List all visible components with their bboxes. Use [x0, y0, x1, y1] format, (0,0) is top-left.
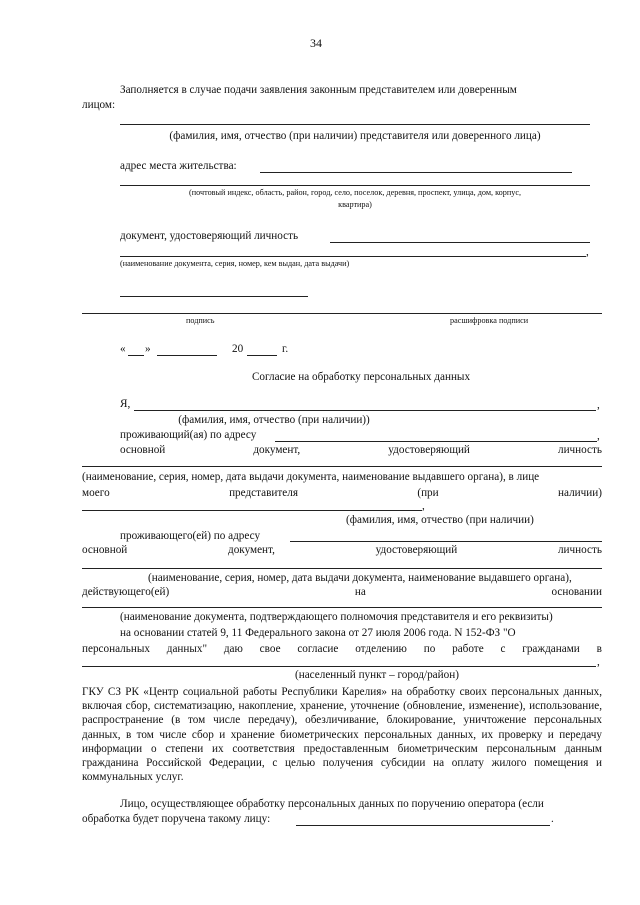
- signature-caption: подпись: [186, 316, 215, 325]
- document-page: 34 Заполняется в случае подачи заявления законным представителем или доверенным лицом: (фамилия, имя, отчество (при наличии) представителя или доверенного лица) адрес места жительства: (почтовый индекс, область, район, город, село, поселок, деревня, проспект, улица, дом, корпус, квартира) документ, удостоверяющий личность , (наименование документа, серия, номер, кем выдан, дата выдачи) подпись расшифровка подписи « » 20 г. Согласие на обработку персональных данных Я, , (фамилия, имя, отчество (при наличии)) проживающий(ая) по адресу , основной документ, удостоверяющий личность (наименование, серия, номер, дата выдачи документа, наименование выдавшего органа), в лице моего представителя (при наличии) , (фамилия, имя, отчество (при наличии) проживающего(ей) по адресу основной документ, удостоверяющий личность (наименование, серия, номер, дата выдачи документа, наименование выдавшего органа), действующего(ей) на основании (наименование документа, подтверждающего полномочия представителя и его реквизиты) на основании статей 9, 11 Федерального закона от 27 июля 2006 года. N 152-ФЗ "О персональных данных" даю свое согласие отделению по работе с гражданами в , (населенный пункт – город/район) ГКУ СЗ РК «Центр социальной работы Республики Карелия» на обработку своих персональных данных, включая сбор, систематизацию, накопление, хранение, уточнение (обновление, изменение), использование, распространение (в том числе передачу), обезличивание, блокирование, уничтожение персональных данных, в том числе сбор и хранение биометрических персональных данных, их проверку и передачу информации о степени их соответствия предоставленным биометрическим персональным данным гражданина Российской Федерации, с целью получения субсидии на оплату жилого помещения и коммунальных услуг. Лицо, осуществляющее обработку персональных данных по поручению оператора (если обработка будет поручена такому лицу: .: [0, 0, 640, 905]
- authority-field[interactable]: [82, 607, 602, 608]
- operator-line1: Лицо, осуществляющее обработку персональных данных по поручению оператора (если: [120, 798, 544, 810]
- operator-line2: обработка будет поручена такому лицу:: [82, 813, 271, 825]
- address-field-1[interactable]: [260, 172, 572, 173]
- consent-name-caption: (фамилия, имя, отчество (при наличии)): [178, 414, 370, 426]
- rep-doc-words-line: основной документ, удостоверяющий личность: [82, 544, 602, 556]
- date-close: »: [145, 343, 151, 355]
- date-year-suffix: г.: [282, 343, 289, 355]
- residing-address-field[interactable]: [275, 441, 597, 442]
- date-month-field[interactable]: [157, 355, 217, 356]
- locality-caption: (населенный пункт – город/район): [295, 669, 459, 681]
- page-number: 34: [310, 36, 322, 50]
- date-day-field[interactable]: [128, 355, 144, 356]
- rep-residing-label: проживающего(ей) по адресу: [120, 530, 261, 542]
- law-line1: на основании статей 9, 11 Федерального закона от 27 июля 2006 года. N 152-ФЗ "О: [120, 627, 516, 639]
- doc-field[interactable]: [82, 466, 602, 467]
- acting-words-line: действующего(ей) на основании: [82, 586, 602, 598]
- rep-words-line: моего представителя (при наличии): [82, 487, 602, 499]
- address-label: адрес места жительства:: [120, 160, 237, 172]
- consent-name-field[interactable]: [134, 410, 596, 411]
- id-doc-caption: (наименование документа, серия, номер, кем выдан, дата выдачи): [120, 259, 350, 268]
- doc-caption: (наименование, серия, номер, дата выдачи документа, наименование выдавшего органа), в лице: [82, 471, 540, 483]
- rep-name-field[interactable]: [120, 124, 590, 125]
- consent-title: Согласие на обработку персональных данных: [251, 371, 471, 383]
- rep-intro-line2: лицом:: [82, 99, 116, 111]
- authority-caption: (наименование документа, подтверждающего полномочия представителя и его реквизиты): [120, 611, 553, 623]
- operator-field[interactable]: [296, 825, 550, 826]
- residing-label: проживающий(ая) по адресу: [120, 429, 257, 441]
- decoding-caption: расшифровка подписи: [450, 316, 529, 325]
- date-year-field[interactable]: [247, 355, 277, 356]
- consent-i-label: Я,: [120, 398, 131, 410]
- rep-name-caption: (фамилия, имя, отчество (при наличии) представителя или доверенного лица): [169, 130, 541, 142]
- address-field-2[interactable]: [120, 185, 590, 186]
- signature-field[interactable]: [120, 296, 308, 297]
- operator-end: .: [551, 813, 554, 825]
- main-paragraph: ГКУ СЗ РК «Центр социальной работы Республики Карелия» на обработку своих персональных данных, включая сбор, систематизацию, накопление, хранение, уточнение (обновление, изменение), использование, распространение (в том числе передачу), обезличивание, блокирование, уничтожение персональных данных, в том числе сбор и хранение биометрических персональных данных, их проверку и передачу информации о степени их соответствия предоставленным биометрическим персональным данным гражданина Российской Федерации, с целью получения субсидии на оплату жилого помещения и коммунальных услуг.: [82, 686, 602, 784]
- consent-rep-name-field[interactable]: [82, 510, 422, 511]
- doc-words-line: основной документ, удостоверяющий личность: [120, 444, 602, 456]
- rep-residing-field[interactable]: [290, 541, 602, 542]
- consent-rep-name-caption: (фамилия, имя, отчество (при наличии): [346, 514, 534, 526]
- rep-doc-caption: (наименование, серия, номер, дата выдачи документа, наименование выдавшего органа),: [148, 572, 572, 584]
- address-caption-line1: (почтовый индекс, область, район, город, село, поселок, деревня, проспект, улица, дом, корпус,: [189, 188, 521, 197]
- id-doc-field-1[interactable]: [330, 242, 590, 243]
- id-doc-field-2[interactable]: [120, 256, 586, 257]
- date-year-prefix: 20: [232, 343, 244, 355]
- locality-field[interactable]: [82, 666, 596, 667]
- address-caption-line2: квартира): [338, 200, 372, 209]
- rep-doc-field[interactable]: [82, 568, 602, 569]
- signature-decoding-field[interactable]: [82, 313, 602, 314]
- law-line2: персональных данных" даю свое согласие отделению по работе с гражданами в: [82, 643, 602, 655]
- date-open: «: [120, 343, 126, 355]
- id-doc-label: документ, удостоверяющий личность: [120, 230, 299, 242]
- rep-intro-line1: Заполняется в случае подачи заявления законным представителем или доверенным: [120, 84, 517, 96]
